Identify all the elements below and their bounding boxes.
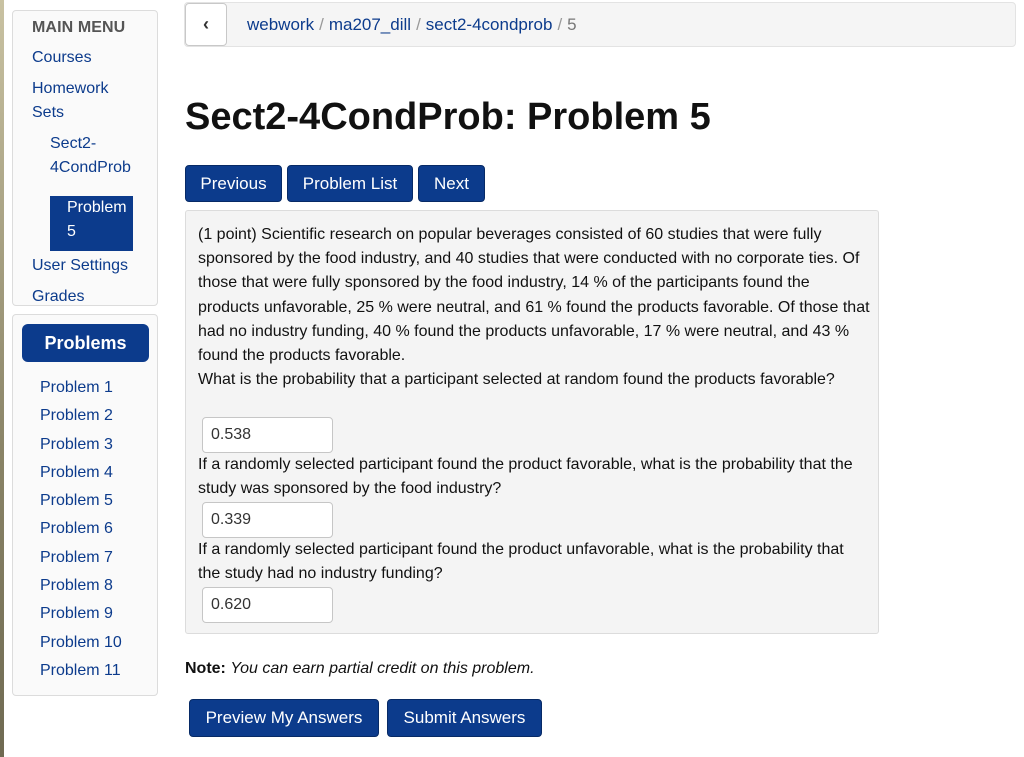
answer-3-input[interactable] bbox=[202, 587, 333, 623]
note-label: Note: bbox=[185, 660, 226, 677]
problem-body bbox=[185, 210, 879, 634]
problem-intro-text: (1 point) Scientific research on popular beverages consisted of 60 studies that were fully sponsored by the food industry, and 40 studies that were conducted with no corporate ties. Of those that were fully sponsored by the food industry, 14 % of the participants found the products unfavorable, 25 % were neutral, and 61 % found the products favorable. Of those that had no industry funding, 40 % found the products unfavorable, 17 % were neutral, and 43 % found the products favorable. bbox=[198, 226, 870, 365]
partial-credit-note bbox=[185, 660, 535, 678]
answer-2-input[interactable] bbox=[202, 502, 333, 538]
note-text: You can earn partial credit on this problem. bbox=[230, 660, 535, 677]
problem-link[interactable]: Problem 1 bbox=[40, 379, 113, 396]
preview-answers-button[interactable]: Preview My Answers bbox=[189, 699, 379, 737]
next-button[interactable]: Next bbox=[418, 165, 485, 202]
question-1-text: What is the probability that a participant selected at random found the products favorable? bbox=[198, 371, 835, 388]
problem-link[interactable]: Problem 5 bbox=[40, 492, 113, 510]
answer-1-input[interactable] bbox=[202, 417, 333, 453]
problem-link[interactable]: Problem 8 bbox=[40, 577, 113, 595]
problem-list-button[interactable]: Problem List bbox=[287, 165, 413, 202]
problems-panel bbox=[12, 314, 158, 696]
breadcrumb-course-link[interactable]: ma207_dill bbox=[328, 15, 412, 34]
breadcrumb bbox=[184, 2, 1016, 47]
problem-list bbox=[40, 376, 122, 687]
question-2-text: If a randomly selected participant found the product favorable, what is the probability that the study was sponsored by the food industry? bbox=[198, 456, 853, 498]
back-button[interactable] bbox=[185, 3, 227, 46]
problem-link[interactable]: Problem 4 bbox=[40, 463, 113, 481]
breadcrumb-trail bbox=[247, 15, 577, 35]
breadcrumb-set-link[interactable]: sect2-4condprob bbox=[425, 15, 553, 34]
problems-header-button[interactable]: Problems bbox=[22, 324, 149, 362]
problem-link[interactable]: Problem 3 bbox=[40, 435, 113, 453]
problem-link[interactable]: Problem 9 bbox=[40, 605, 113, 623]
submit-answers-button[interactable]: Submit Answers bbox=[387, 699, 542, 737]
breadcrumb-separator: / bbox=[319, 15, 324, 34]
window-edge bbox=[0, 0, 4, 757]
main-menu bbox=[12, 10, 158, 306]
problem-link[interactable]: Problem 7 bbox=[40, 548, 113, 566]
menu-courses-link[interactable]: Courses bbox=[32, 49, 92, 66]
previous-button[interactable]: Previous bbox=[185, 165, 282, 202]
problem-link[interactable]: Problem 2 bbox=[40, 407, 113, 425]
problem-link[interactable]: Problem 11 bbox=[40, 661, 121, 679]
breadcrumb-separator: / bbox=[557, 15, 563, 34]
breadcrumb-webwork-link[interactable]: webwork bbox=[247, 15, 315, 34]
breadcrumb-separator: / bbox=[416, 15, 421, 34]
problem-link[interactable]: Problem 6 bbox=[40, 520, 113, 538]
menu-homework-sets-link[interactable]: Homework Sets bbox=[32, 80, 109, 121]
problem-link[interactable]: Problem 10 bbox=[40, 633, 122, 651]
question-3-text: If a randomly selected participant found the product unfavorable, what is the probability that the study had no industry funding? bbox=[198, 541, 844, 583]
menu-current-problem-link[interactable]: Problem 5 bbox=[50, 196, 133, 251]
menu-current-set-link[interactable]: Sect2-4CondProb bbox=[50, 135, 131, 176]
menu-user-settings-link[interactable]: User Settings bbox=[32, 257, 129, 274]
menu-grades-link[interactable]: Grades bbox=[32, 288, 85, 305]
breadcrumb-current: 5 bbox=[567, 15, 577, 34]
main-menu-header: MAIN MENU bbox=[32, 19, 126, 36]
chevron-left-icon: ‹ bbox=[203, 14, 209, 34]
page-title: Sect2-4CondProb: Problem 5 bbox=[185, 96, 711, 138]
